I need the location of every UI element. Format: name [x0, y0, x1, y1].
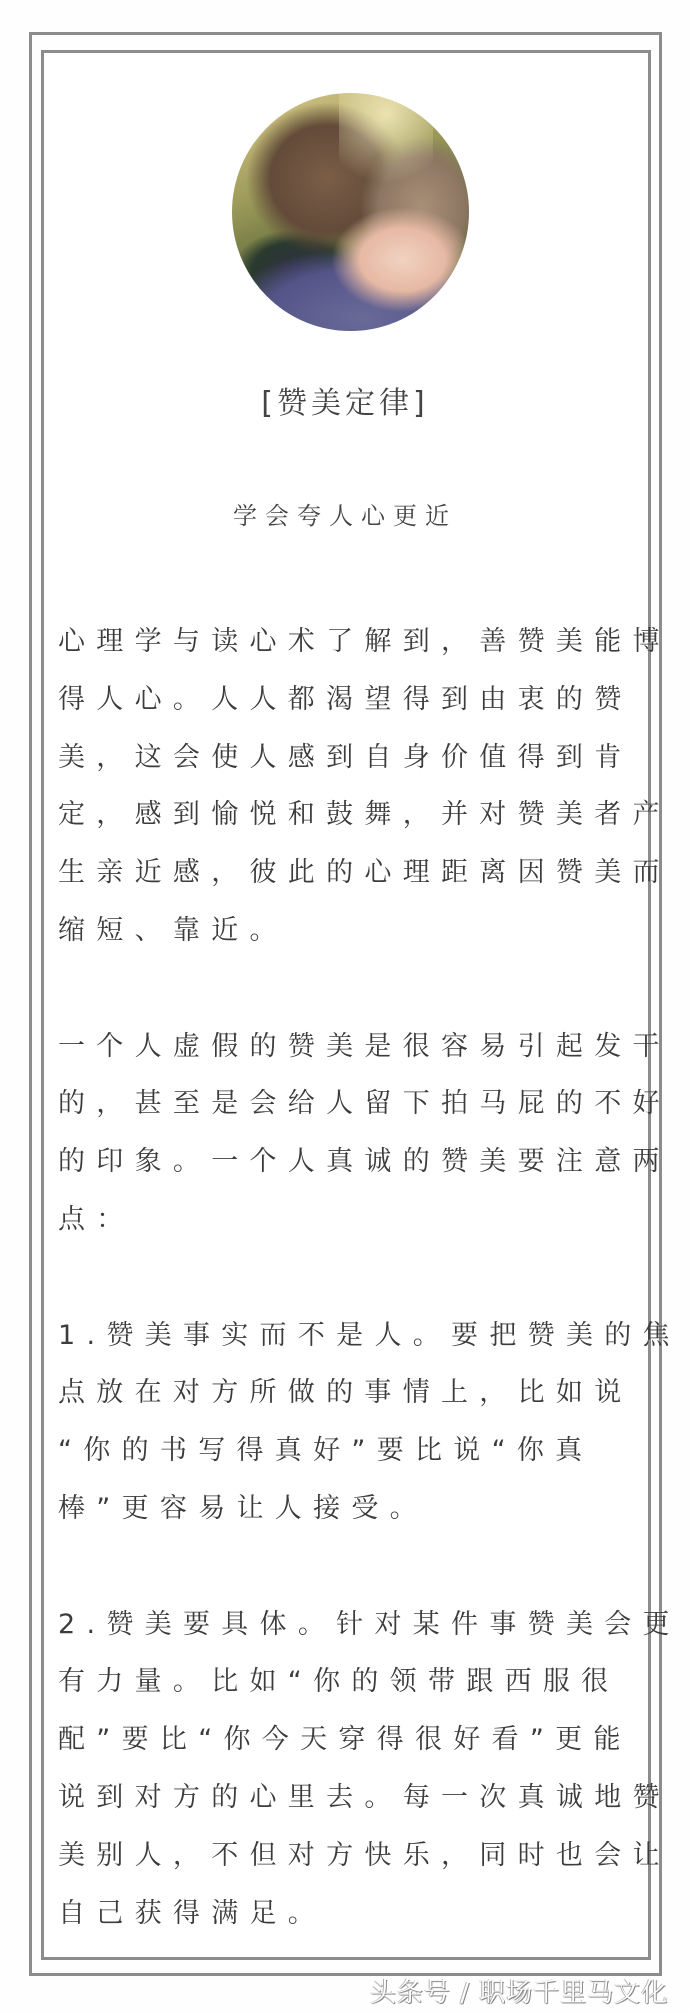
paragraph-intro — [58, 613, 671, 960]
page-title: [赞美定律] — [261, 386, 429, 421]
text-line: 定，感到愉悦和鼓舞，并对赞美者产 — [58, 799, 671, 831]
paragraph-false-praise — [58, 1018, 671, 1249]
paragraph-point-1 — [58, 1307, 681, 1538]
text-line: 得人心。人人都渴望得到由衷的赞 — [58, 683, 633, 715]
text-line: 棒”更容易让人接受。 — [58, 1492, 428, 1524]
circular-photo — [232, 93, 469, 331]
text-line: 的，甚至是会给人留下拍马屁的不好 — [58, 1088, 671, 1120]
text-line: 缩短、靠近。 — [58, 914, 288, 946]
text-line: 点： — [58, 1203, 135, 1235]
page-subtitle: 学会夸人心更近 — [233, 502, 457, 530]
text-line: 美，这会使人感到自身价值得到肯 — [58, 741, 633, 773]
text-line: 一个人虚假的赞美是很容易引起发干 — [58, 1030, 671, 1062]
text-line: 2.赞美要具体。针对某件事赞美会更 — [58, 1608, 681, 1640]
text-line: 自己获得满足。 — [58, 1897, 327, 1929]
text-line: 点放在对方所做的事情上，比如说 — [58, 1377, 633, 1409]
text-line: 1.赞美事实而不是人。要把赞美的焦 — [58, 1319, 681, 1351]
text-line: 有力量。比如“你的领带跟西服很 — [58, 1666, 620, 1698]
article-body — [58, 613, 681, 2000]
text-line: 说到对方的心里去。每一次真诚地赞 — [58, 1781, 671, 1813]
text-line: “你的书写得真好”要比说“你真 — [58, 1435, 594, 1467]
source-watermark: 头条号 / 职场千里马文化 — [370, 1978, 669, 2008]
text-line: 心理学与读心术了解到，善赞美能博 — [58, 626, 671, 657]
text-line: 配”要比“你今天穿得很好看”更能 — [58, 1724, 632, 1756]
text-line: 美别人，不但对方快乐，同时也会让 — [58, 1839, 671, 1871]
text-line: 的印象。一个人真诚的赞美要注意两 — [58, 1146, 671, 1178]
photo-light-glow — [339, 93, 434, 200]
text-line: 生亲近感，彼此的心理距离因赞美而 — [58, 857, 671, 889]
paragraph-point-2 — [58, 1596, 681, 1943]
